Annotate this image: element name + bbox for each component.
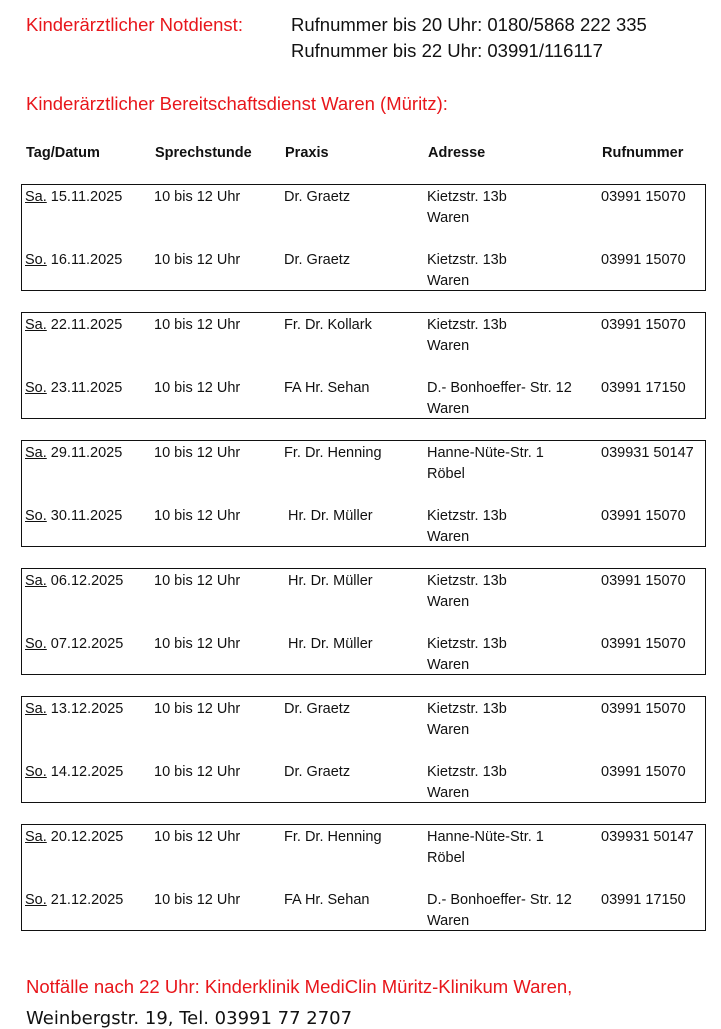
phone-number: 03991 15070 <box>601 573 686 589</box>
address-cell <box>427 890 572 932</box>
address-city: Waren <box>427 594 470 610</box>
phone-number: 03991 15070 <box>601 636 686 652</box>
address-cell <box>427 634 507 676</box>
practice-name: Dr. Graetz <box>284 764 351 780</box>
address-street: Kietzstr. 13b <box>427 636 507 652</box>
practice-name: Fr. Dr. Henning <box>284 829 382 845</box>
table-row <box>22 634 705 678</box>
date: 30.11.2025 <box>50 508 123 524</box>
date: 29.11.2025 <box>50 445 123 461</box>
date-cell <box>25 187 122 208</box>
weekday: Sa. <box>25 829 47 845</box>
weekday: So. <box>25 636 47 652</box>
weekday: Sa. <box>25 445 47 461</box>
table-row <box>22 315 705 359</box>
practice-name: Fr. Dr. Henning <box>284 445 382 461</box>
column-header-date: Tag/Datum <box>26 145 100 161</box>
address-street: Hanne-Nüte-Str. 1 <box>427 829 544 845</box>
address-street: D.- Bonhoeffer- Str. 12 <box>427 380 572 396</box>
consultation-hours: 10 bis 12 Uhr <box>154 380 241 396</box>
practice-name: Dr. Graetz <box>284 252 351 268</box>
address-city: Waren <box>427 913 470 929</box>
consultation-hours: 10 bis 12 Uhr <box>154 445 241 461</box>
clinic-address: Weinbergstr. 19, Tel. 03991 77 2707 <box>26 1008 353 1029</box>
date: 21.12.2025 <box>50 892 124 908</box>
schedule-group <box>21 312 706 419</box>
address-cell <box>427 187 507 229</box>
weekday: Sa. <box>25 189 47 205</box>
date: 23.11.2025 <box>50 380 123 396</box>
phone-number: 03991 15070 <box>601 508 686 524</box>
date: 14.12.2025 <box>50 764 124 780</box>
weekday: Sa. <box>25 573 47 589</box>
date-cell <box>25 443 122 464</box>
practice-name: Hr. Dr. Müller <box>284 636 373 652</box>
date: 13.12.2025 <box>50 701 124 717</box>
phone-number: 039931 50147 <box>601 445 694 461</box>
practice-name: Hr. Dr. Müller <box>284 508 373 524</box>
address-street: Kietzstr. 13b <box>427 189 507 205</box>
column-header-time: Sprechstunde <box>155 145 252 161</box>
weekday: Sa. <box>25 317 47 333</box>
weekday: So. <box>25 252 47 268</box>
consultation-hours: 10 bis 12 Uhr <box>154 189 241 205</box>
practice-name: Dr. Graetz <box>284 189 351 205</box>
address-street: Kietzstr. 13b <box>427 317 507 333</box>
date: 06.12.2025 <box>50 573 124 589</box>
phone-number: 03991 15070 <box>601 252 686 268</box>
date-cell <box>25 250 122 271</box>
emergency-notice: Notfälle nach 22 Uhr: Kinderklinik MediClin Müritz-Klinikum Waren, <box>26 976 573 997</box>
address-street: Kietzstr. 13b <box>427 701 507 717</box>
practice-name: Fr. Dr. Kollark <box>284 317 372 333</box>
address-city: Röbel <box>427 466 465 482</box>
consultation-hours: 10 bis 12 Uhr <box>154 892 241 908</box>
address-city: Waren <box>427 785 470 801</box>
address-city: Waren <box>427 338 470 354</box>
schedule-group <box>21 440 706 547</box>
date-cell <box>25 315 122 336</box>
consultation-hours: 10 bis 12 Uhr <box>154 636 241 652</box>
weekday: So. <box>25 380 47 396</box>
table-row <box>22 699 705 743</box>
table-row <box>22 378 705 422</box>
address-cell <box>427 571 507 613</box>
schedule-group <box>21 696 706 803</box>
address-cell <box>427 378 572 420</box>
phone-number: 03991 15070 <box>601 701 686 717</box>
address-cell <box>427 762 507 804</box>
column-header-practice: Praxis <box>285 145 329 161</box>
address-cell <box>427 506 507 548</box>
weekday: So. <box>25 508 47 524</box>
schedule-group <box>21 824 706 931</box>
phone-number: 03991 17150 <box>601 892 686 908</box>
phone-number: 03991 17150 <box>601 380 686 396</box>
weekday: So. <box>25 764 47 780</box>
consultation-hours: 10 bis 12 Uhr <box>154 829 241 845</box>
address-street: Kietzstr. 13b <box>427 252 507 268</box>
date: 22.11.2025 <box>50 317 123 333</box>
address-street: D.- Bonhoeffer- Str. 12 <box>427 892 572 908</box>
schedule-group <box>21 568 706 675</box>
phone-number: 03991 15070 <box>601 189 686 205</box>
address-city: Röbel <box>427 850 465 866</box>
phone-line-22-uhr: Rufnummer bis 22 Uhr: 03991/116117 <box>291 40 603 61</box>
address-cell <box>427 827 544 869</box>
practice-name: FA Hr. Sehan <box>284 380 370 396</box>
address-street: Hanne-Nüte-Str. 1 <box>427 445 544 461</box>
address-cell <box>427 315 507 357</box>
address-cell <box>427 699 507 741</box>
phone-line-20-uhr: Rufnummer bis 20 Uhr: 0180/5868 222 335 <box>291 14 647 35</box>
weekday: So. <box>25 892 47 908</box>
table-row <box>22 506 705 550</box>
phone-number: 039931 50147 <box>601 829 694 845</box>
address-street: Kietzstr. 13b <box>427 508 507 524</box>
column-header-phone: Rufnummer <box>602 145 684 161</box>
date: 16.11.2025 <box>50 252 123 268</box>
consultation-hours: 10 bis 12 Uhr <box>154 701 241 717</box>
consultation-hours: 10 bis 12 Uhr <box>154 573 241 589</box>
address-city: Waren <box>427 657 470 673</box>
table-row <box>22 250 705 294</box>
date-cell <box>25 699 123 720</box>
table-row <box>22 827 705 871</box>
table-row <box>22 890 705 934</box>
address-city: Waren <box>427 210 470 226</box>
address-cell <box>427 443 544 485</box>
phone-number: 03991 15070 <box>601 764 686 780</box>
consultation-hours: 10 bis 12 Uhr <box>154 764 241 780</box>
address-street: Kietzstr. 13b <box>427 573 507 589</box>
consultation-hours: 10 bis 12 Uhr <box>154 317 241 333</box>
address-city: Waren <box>427 529 470 545</box>
column-header-address: Adresse <box>428 145 486 161</box>
page-title: Kinderärztlicher Bereitschaftsdienst Waren (Müritz): <box>26 93 448 114</box>
date-cell <box>25 571 123 592</box>
address-city: Waren <box>427 722 470 738</box>
table-row <box>22 762 705 806</box>
practice-name: Hr. Dr. Müller <box>284 573 373 589</box>
schedule-group <box>21 184 706 291</box>
date-cell <box>25 827 123 848</box>
practice-name: FA Hr. Sehan <box>284 892 370 908</box>
date: 07.12.2025 <box>50 636 124 652</box>
date-cell <box>25 890 123 911</box>
date-cell <box>25 378 122 399</box>
address-street: Kietzstr. 13b <box>427 764 507 780</box>
phone-number: 03991 15070 <box>601 317 686 333</box>
notdienst-label: Kinderärztlicher Notdienst: <box>26 14 243 35</box>
date-cell <box>25 762 123 783</box>
date-cell <box>25 634 123 655</box>
table-row <box>22 571 705 615</box>
address-city: Waren <box>427 401 470 417</box>
practice-name: Dr. Graetz <box>284 701 351 717</box>
date-cell <box>25 506 122 527</box>
address-cell <box>427 250 507 292</box>
consultation-hours: 10 bis 12 Uhr <box>154 252 241 268</box>
consultation-hours: 10 bis 12 Uhr <box>154 508 241 524</box>
table-row <box>22 187 705 231</box>
table-row <box>22 443 705 487</box>
date: 15.11.2025 <box>50 189 123 205</box>
weekday: Sa. <box>25 701 47 717</box>
address-city: Waren <box>427 273 470 289</box>
date: 20.12.2025 <box>50 829 124 845</box>
